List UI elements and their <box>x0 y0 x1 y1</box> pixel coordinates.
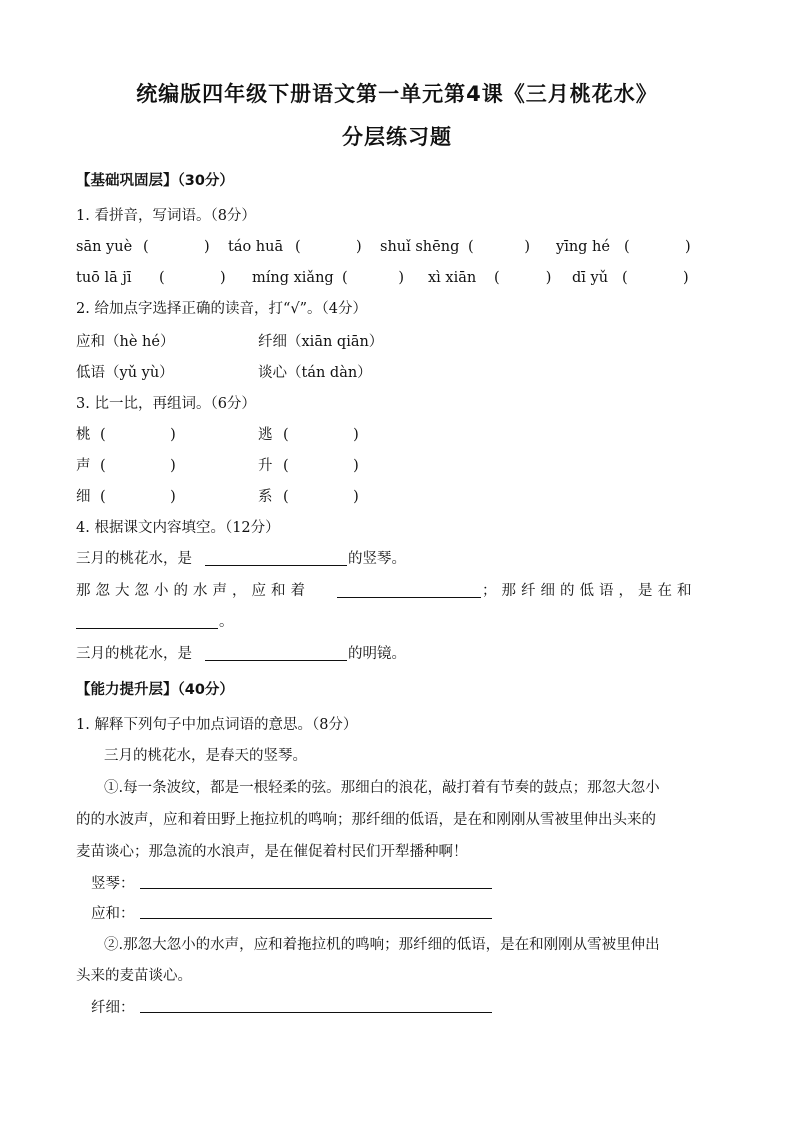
word-label: 竖琴： <box>91 876 135 892</box>
fill-blank[interactable] <box>76 614 218 629</box>
compare-char: 系 <box>258 489 273 505</box>
answer-parens[interactable]: ( ) <box>100 458 176 474</box>
answer-parens[interactable]: ( ) <box>283 458 359 474</box>
answer-line[interactable] <box>140 998 492 1013</box>
pinyin-item: shuǐ shēng <box>380 239 460 255</box>
page-title: 统编版四年级下册语文第一单元第4课《三月桃花水》 <box>136 82 658 106</box>
reading-choice[interactable]: 纤细（xiān qiān） <box>258 334 384 350</box>
answer-parens[interactable]: ( ) <box>283 427 359 443</box>
reading-choice[interactable]: 谈心（tán dàn） <box>258 365 372 381</box>
answer-parens[interactable]: ( ) <box>342 270 405 286</box>
reading-choice[interactable]: 应和（hè hé） <box>76 334 175 350</box>
passage-line: ②.那忽大忽小的水声，应和着拖拉机的鸣响；那纤细的低语，是在和刚刚从雪被里伸出 <box>104 937 660 953</box>
compare-char: 升 <box>258 458 273 474</box>
answer-parens[interactable]: ( ) <box>494 270 552 286</box>
word-label: 应和： <box>91 906 135 922</box>
passage-line: 的的水波声，应和着田野上拖拉机的鸣响；那纤细的低语，是在和刚刚从雪被里伸出头来的 <box>76 812 656 828</box>
fill-text: 的竖琴。 <box>348 551 406 567</box>
fill-blank[interactable] <box>337 583 481 598</box>
pinyin-item: sān yuè <box>76 239 133 255</box>
pinyin-item: míng xiǎng <box>252 270 334 286</box>
passage-line: 麦苗谈心；那急流的水浪声，是在催促着村民们开犁播种啊！ <box>76 844 468 860</box>
answer-parens[interactable]: ( ) <box>100 427 176 443</box>
fill-text: 的明镜。 <box>348 646 406 662</box>
answer-parens[interactable]: ( ) <box>468 239 531 255</box>
pinyin-item: xì xiān <box>428 270 477 286</box>
answer-line[interactable] <box>140 904 492 919</box>
answer-parens[interactable]: ( ) <box>159 270 226 286</box>
q1-prompt: 1. 看拼音，写词语。（8分） <box>76 208 256 224</box>
q4-prompt: 4. 根据课文内容填空。（12分） <box>76 520 280 536</box>
answer-parens[interactable]: ( ) <box>283 489 359 505</box>
fill-blank[interactable] <box>205 646 347 661</box>
answer-line[interactable] <box>140 874 492 889</box>
passage-line: 头来的麦苗谈心。 <box>76 968 192 984</box>
passage-line: ①.每一条波纹，都是一根轻柔的弦。那细白的浪花，敲打着有节奏的鼓点；那忽大忽小 <box>104 780 660 796</box>
answer-parens[interactable]: ( ) <box>624 239 691 255</box>
fill-text: 三月的桃花水，是 <box>76 646 192 662</box>
q3-prompt: 3. 比一比，再组词。（6分） <box>76 396 256 412</box>
answer-parens[interactable]: ( ) <box>100 489 176 505</box>
page-subtitle: 分层练习题 <box>342 125 452 149</box>
quoted-sentence: 三月的桃花水，是春天的竖琴。 <box>104 748 307 764</box>
fill-text: 那忽大忽小的水声，应和着 <box>76 583 310 599</box>
ability-section-header: 【能力提升层】（40分） <box>76 682 234 698</box>
compare-char: 逃 <box>258 427 273 443</box>
q2-prompt: 2. 给加点字选择正确的读音，打“√”。（4分） <box>76 301 367 317</box>
compare-char: 细 <box>76 489 91 505</box>
answer-parens[interactable]: ( ) <box>295 239 362 255</box>
pinyin-item: yīng hé <box>556 239 610 255</box>
answer-parens[interactable]: ( ) <box>143 239 210 255</box>
fill-text: ；那纤细的低语，是在和 <box>482 583 697 599</box>
reading-choice[interactable]: 低语（yǔ yù） <box>76 365 174 381</box>
basic-section-header: 【基础巩固层】（30分） <box>76 173 234 189</box>
fill-text: 。 <box>219 614 234 630</box>
word-label: 纤细： <box>91 1000 135 1016</box>
fill-text: 三月的桃花水，是 <box>76 551 192 567</box>
compare-char: 声 <box>76 458 91 474</box>
compare-char: 桃 <box>76 427 91 443</box>
answer-parens[interactable]: ( ) <box>622 270 689 286</box>
pinyin-item: tuō lā jī <box>76 270 132 286</box>
pinyin-item: táo huā <box>228 239 284 255</box>
pinyin-item: dī yǔ <box>572 270 609 286</box>
ability-q1-prompt: 1. 解释下列句子中加点词语的意思。（8分） <box>76 717 358 733</box>
fill-blank[interactable] <box>205 551 347 566</box>
